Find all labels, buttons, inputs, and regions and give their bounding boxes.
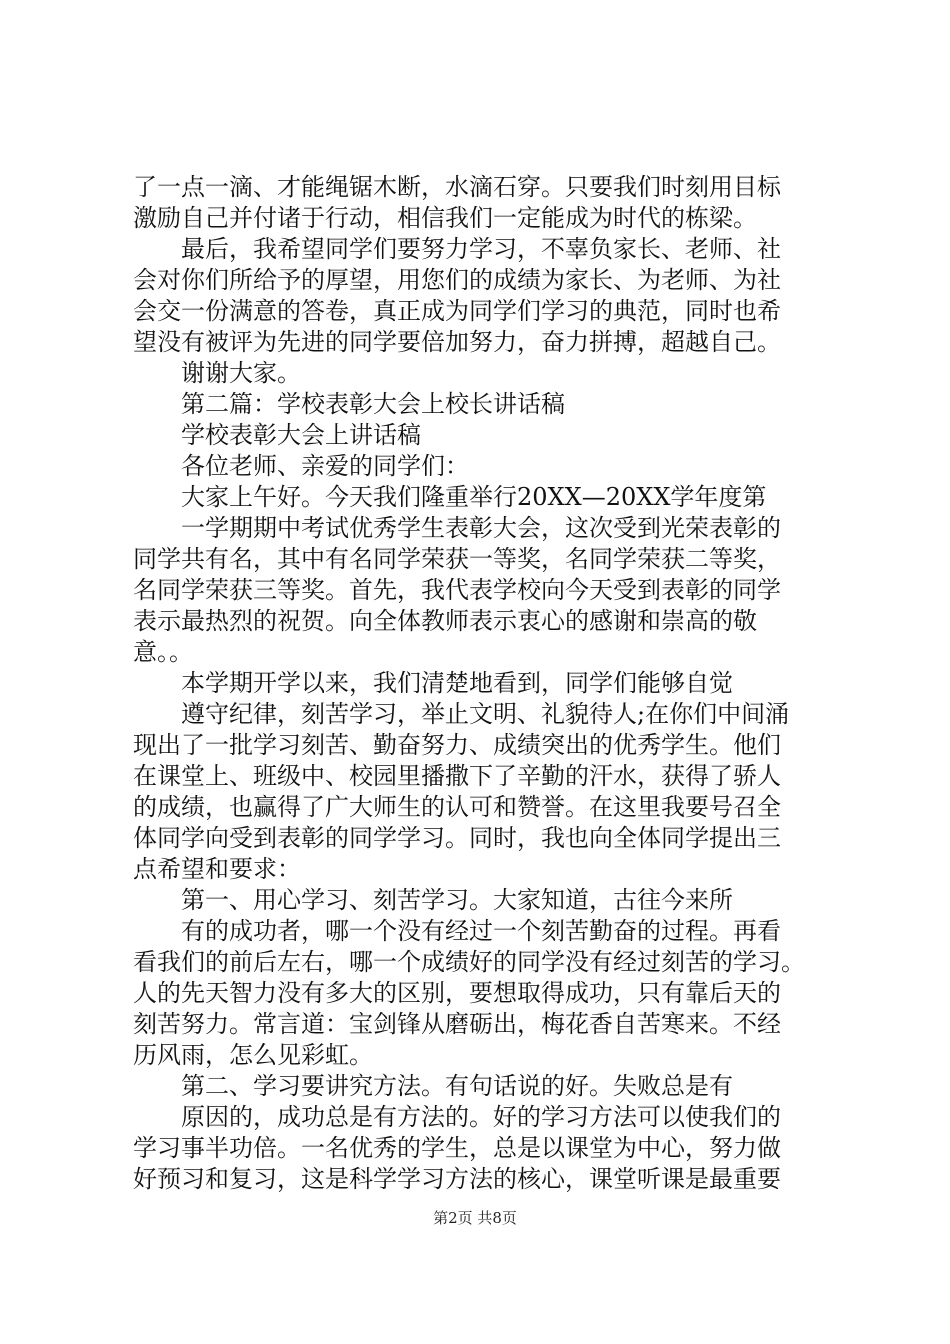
text-line: 意。。	[133, 638, 193, 666]
page-footer	[0, 1208, 950, 1228]
text-line: 人的先天智力没有多大的区别，要想取得成功，只有靠后天的	[133, 979, 781, 1007]
text-line: 同学共有名，其中有名同学荣获一等奖，名同学荣获二等奖，	[133, 545, 781, 573]
text-line: 第二、学习要讲究方法。有句话说的好。失败总是有	[181, 1072, 733, 1100]
text-line: 在课堂上、班级中、校园里播撒下了辛勤的汗水，获得了骄人	[133, 762, 781, 790]
text-line: 的成绩，也赢得了广大师生的认可和赞誉。在这里我要号召全	[133, 793, 781, 821]
text-line: 谢谢大家。	[181, 359, 301, 387]
text-line: 体同学向受到表彰的同学学习。同时，我也向全体同学提出三	[133, 824, 781, 852]
text-line: 会交一份满意的答卷，真正成为同学们学习的典范，同时也希	[133, 297, 781, 325]
text-line: 有的成功者，哪一个没有经过一个刻苦勤奋的过程。再看	[181, 917, 781, 945]
text-line: 历风雨，怎么见彩虹。	[133, 1041, 373, 1069]
text-line: 望没有被评为先进的同学要倍加努力，奋力拼搏，超越自己。	[133, 328, 781, 356]
text-line: 第二篇：学校表彰大会上校长讲话稿	[181, 390, 565, 418]
text-line: 各位老师、亲爱的同学们：	[181, 452, 469, 480]
text-line: 最后，我希望同学们要努力学习，不辜负家长、老师、社	[181, 235, 781, 263]
text-line: 一学期期中考试优秀学生表彰大会，这次受到光荣表彰的	[181, 514, 781, 542]
text-line: 遵守纪律，刻苦学习，举止文明、礼貌待人;在你们中间涌	[181, 700, 790, 728]
text-line: 看我们的前后左右，哪一个成绩好的同学没有经过刻苦的学习。	[133, 948, 805, 976]
text-line: 名同学荣获三等奖。首先，我代表学校向今天受到表彰的同学	[133, 576, 781, 604]
page-number: 第2页 共8页	[433, 1209, 517, 1227]
text-line: 第一、用心学习、刻苦学习。大家知道，古往今来所	[181, 886, 733, 914]
text-line: 大家上午好。今天我们隆重举行20XX—20XX学年度第	[181, 483, 767, 511]
text-line: 会对你们所给予的厚望，用您们的成绩为家长、为老师、为社	[133, 266, 781, 294]
text-line: 学习事半功倍。一名优秀的学生，总是以课堂为中心，努力做	[133, 1134, 781, 1162]
text-line: 了一点一滴、才能绳锯木断，水滴石穿。只要我们时刻用目标	[133, 173, 781, 201]
text-line: 本学期开学以来，我们清楚地看到，同学们能够自觉	[181, 669, 733, 697]
document-body	[133, 172, 833, 1195]
text-line: 点希望和要求：	[133, 855, 301, 883]
text-line: 好预习和复习，这是科学学习方法的核心，课堂听课是最重要	[133, 1165, 781, 1193]
text-line: 原因的，成功总是有方法的。好的学习方法可以使我们的	[181, 1103, 781, 1131]
text-line: 刻苦努力。常言道：宝剑锋从磨砺出，梅花香自苦寒来。不经	[133, 1010, 781, 1038]
text-line: 表示最热烈的祝贺。向全体教师表示衷心的感谢和崇高的敬	[133, 607, 757, 635]
text-line: 现出了一批学习刻苦、勤奋努力、成绩突出的优秀学生。他们	[133, 731, 781, 759]
text-line: 学校表彰大会上讲话稿	[181, 421, 421, 449]
text-line: 激励自己并付诸于行动，相信我们一定能成为时代的栋梁。	[133, 204, 757, 232]
